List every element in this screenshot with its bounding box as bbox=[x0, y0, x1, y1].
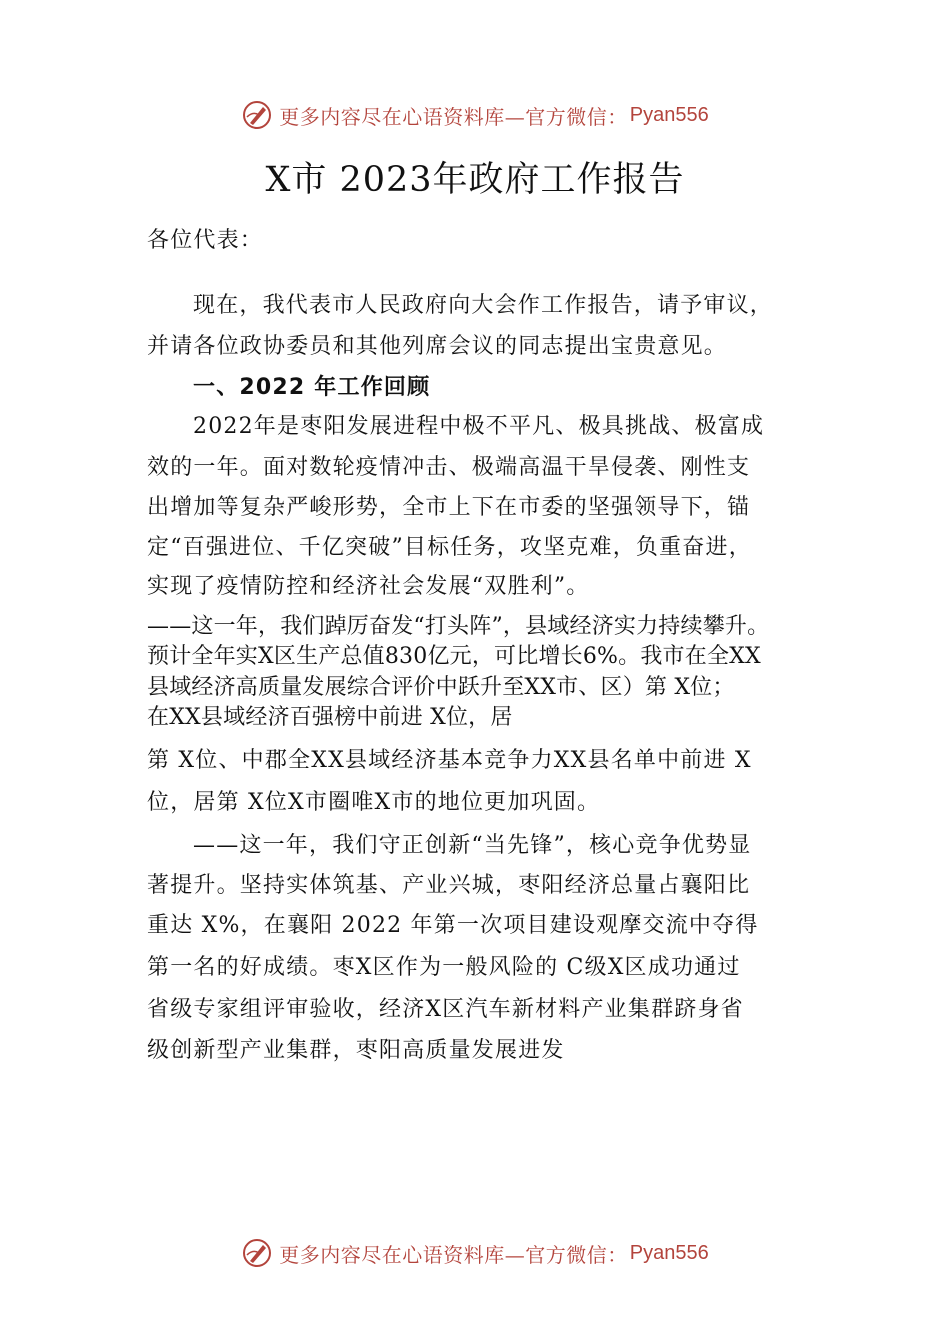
watermark-bottom bbox=[0, 1233, 950, 1273]
text-line: 第一名的好成绩。枣X区作为一般风险的 C级X区成功通过 bbox=[147, 955, 741, 980]
document-title: X市 2023年政府工作报告 bbox=[265, 160, 685, 200]
pen-logo-icon bbox=[241, 1237, 273, 1269]
text-line: 定“百强进位、千亿突破”目标任务，攻坚克难，负重奋进， bbox=[147, 535, 752, 560]
text-line: 在XX县域经济百强榜中前进 X位，居 bbox=[147, 705, 513, 730]
text-line: 县域经济高质量发展综合评价中跃升至XX市、区）第 X位； bbox=[147, 675, 735, 700]
text-line: 2022年是枣阳发展进程中极不平凡、极具挑战、极富成 bbox=[193, 414, 765, 439]
text-line: 效的一年。面对数轮疫情冲击、极端高温干旱侵袭、刚性支 bbox=[147, 455, 751, 480]
text-line: 预计全年实X区生产总值830亿元，可比增长6%。我市在全XX bbox=[147, 644, 761, 669]
text-line: 实现了疫情防控和经济社会发展“双胜利”。 bbox=[147, 574, 590, 599]
section-heading: 一、2022 年工作回顾 bbox=[193, 375, 431, 400]
pen-logo-icon bbox=[241, 99, 273, 131]
text-line: ——这一年，我们踔厉奋发“打头阵”，县域经济实力持续攀升。 bbox=[147, 614, 770, 639]
watermark-text: 更多内容尽在心语资料库—官方微信： bbox=[279, 104, 628, 129]
watermark-text: 更多内容尽在心语资料库—官方微信： bbox=[279, 1242, 628, 1267]
text-line: 第 X位、中郡全XX县域经济基本竞争力XX县名单中前进 X bbox=[147, 748, 752, 773]
text-line: 重达 X%，在襄阳 2022 年第一次项目建设观摩交流中夺得 bbox=[147, 913, 759, 938]
text-line: 著提升。坚持实体筑基、产业兴城，枣阳经济总量占襄阳比 bbox=[147, 873, 751, 898]
salutation: 各位代表： bbox=[147, 228, 264, 253]
text-line: 并请各位政协委员和其他列席会议的同志提出宝贵意见。 bbox=[147, 334, 728, 359]
watermark-wechat-id: Pyan556 bbox=[629, 1241, 709, 1264]
text-line: 出增加等复杂严峻形势，全市上下在市委的坚强领导下，锚 bbox=[147, 495, 751, 520]
text-line: 级创新型产业集群，枣阳高质量发展进发 bbox=[147, 1038, 565, 1063]
watermark-top bbox=[0, 95, 950, 135]
text-line: 省级专家组评审验收，经济X区汽车新材料产业集群跻身省 bbox=[147, 997, 744, 1022]
text-line: 位，居第 X位X市圈唯X市的地位更加巩固。 bbox=[147, 790, 601, 815]
watermark-wechat-id: Pyan556 bbox=[629, 103, 709, 126]
text-line: 现在，我代表市人民政府向大会作工作报告，请予审议， bbox=[193, 293, 774, 318]
text-line: ——这一年，我们守正创新“当先锋”，核心竞争优势显 bbox=[193, 833, 752, 858]
